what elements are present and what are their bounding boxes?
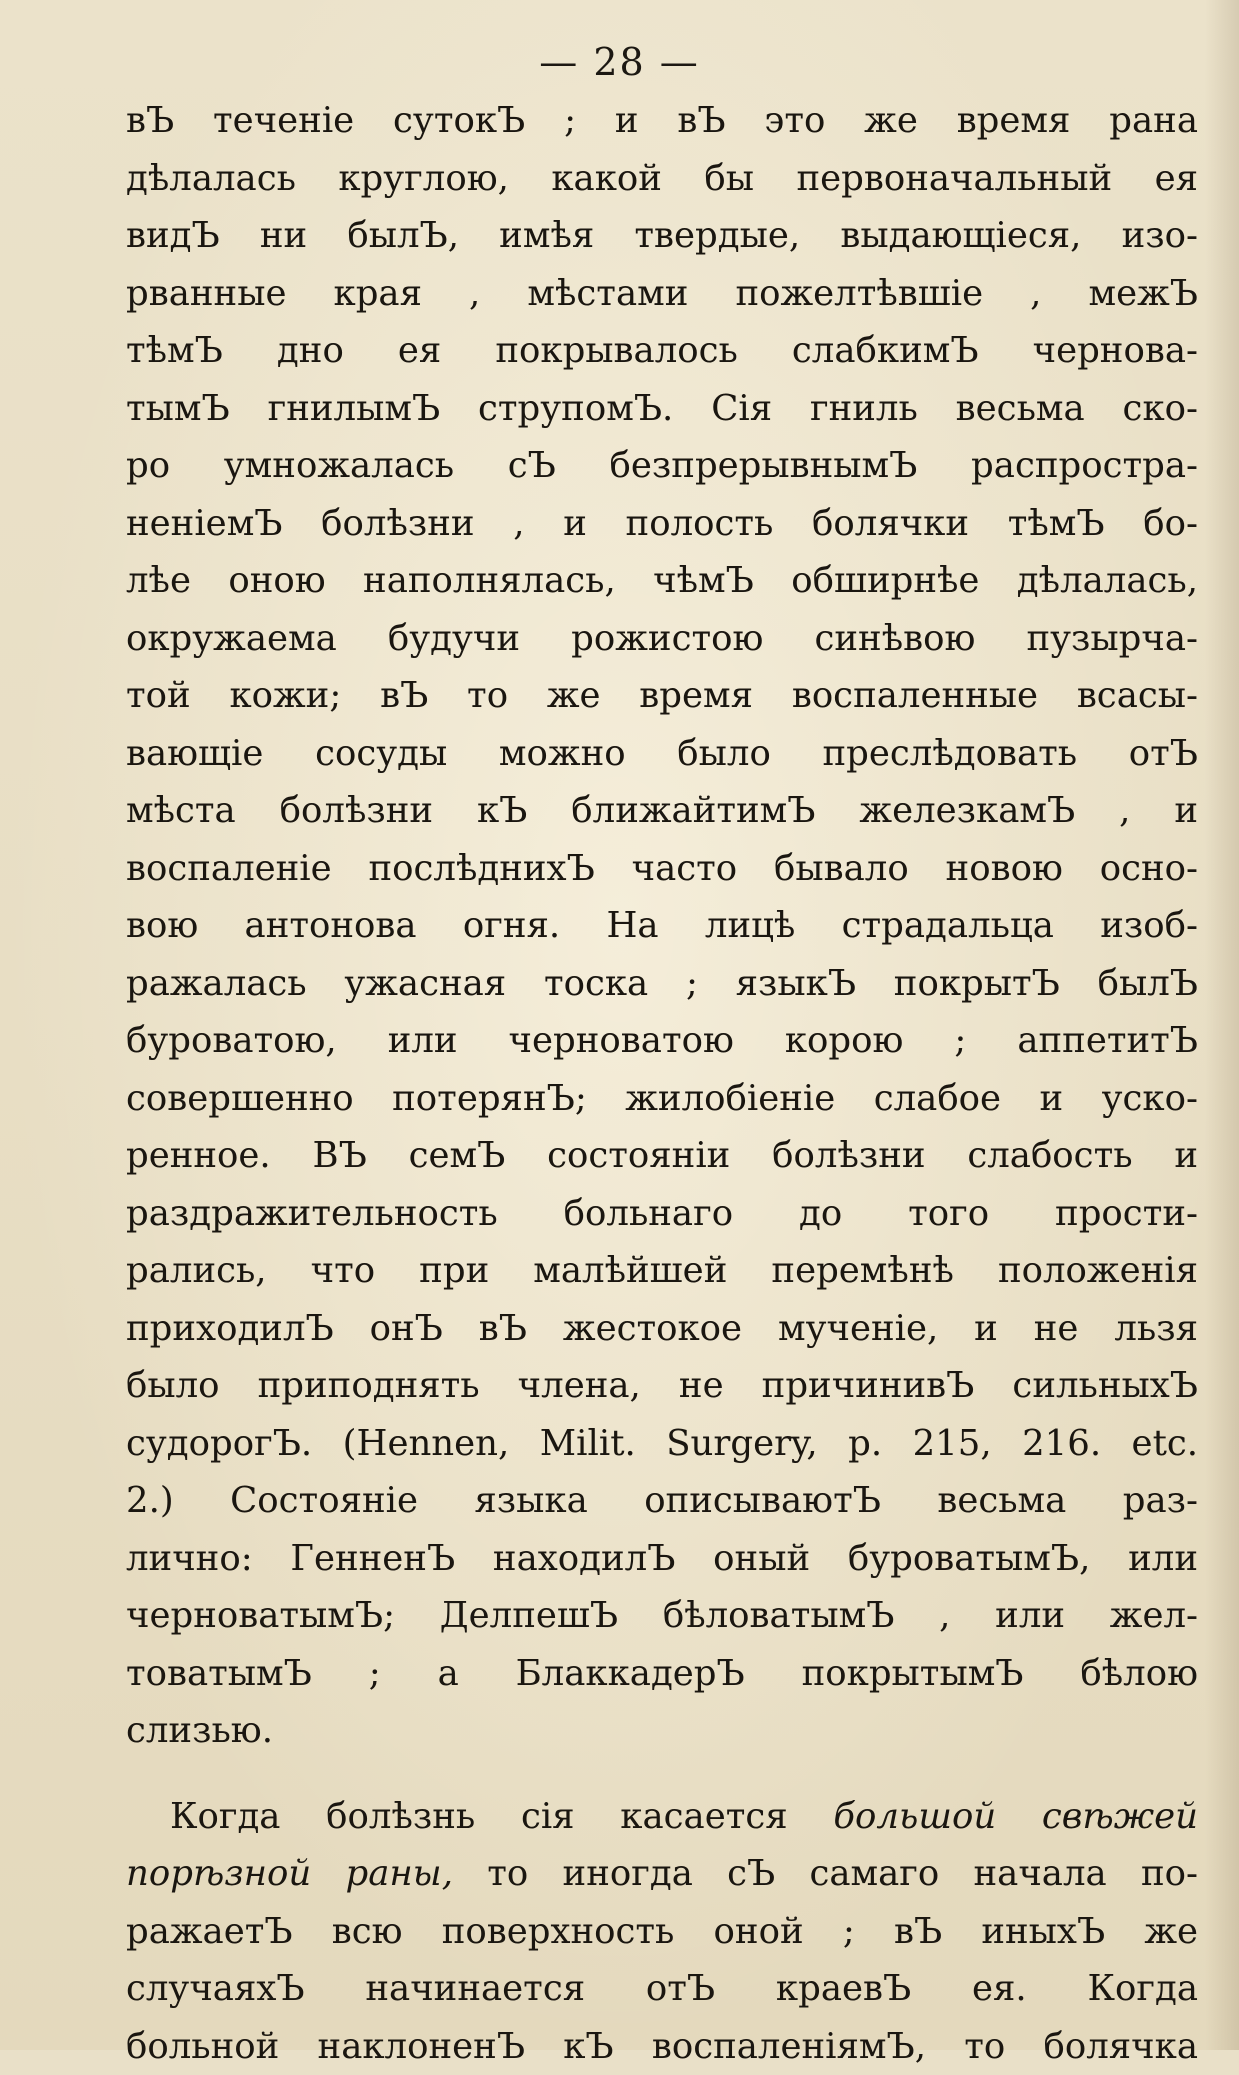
text-run: то иногда сЪ самаго начала по- — [487, 1853, 1198, 1894]
text-line: окружаема будучи рожистою синѣвою пузырча- — [126, 610, 1198, 668]
text-line: рванные края , мѣстами пожелтѣвшіе , межЪ — [126, 265, 1198, 323]
paragraph-1 — [126, 92, 1198, 1760]
body-text — [126, 92, 1198, 2075]
text-line: ражалась ужасная тоска ; языкЪ покрытЪ былЪ — [126, 955, 1198, 1013]
page-number: — 28 — — [0, 40, 1239, 84]
text-line: мѣста болѣзни кЪ ближайтимЪ железкамЪ , и — [126, 782, 1198, 840]
text-line: дѣлалась круглою, какой бы первоначальный ея — [126, 150, 1198, 208]
text-line: видЪ ни былЪ, имѣя твердые, выдающіеся, изо- — [126, 207, 1198, 265]
italic-phrase: большой свѣжей — [833, 1796, 1198, 1837]
text-line: вЪ теченіе сутокЪ ; и вЪ это же время рана — [126, 92, 1198, 150]
text-line: слизью. — [126, 1702, 1198, 1760]
text-line: ренное. ВЪ семЪ состояніи болѣзни слабость и — [126, 1127, 1198, 1185]
text-line: тѣмЪ дно ея покрывалось слабкимЪ чернова- — [126, 322, 1198, 380]
text-line: вающіе сосуды можно было преслѣдовать отЪ — [126, 725, 1198, 783]
text-line: приходилЪ онЪ вЪ жестокое мученіе, и не льзя — [126, 1300, 1198, 1358]
paragraph-gap — [126, 1760, 1198, 1788]
text-line: совершенно потерянЪ; жилобіеніе слабое и уско- — [126, 1070, 1198, 1128]
text-line — [126, 1788, 1198, 1846]
text-line: ражаетЪ всю поверхность оной ; вЪ иныхЪ же — [126, 1903, 1198, 1961]
italic-phrase: порѣзной раны, — [126, 1853, 453, 1894]
text-line — [126, 1845, 1198, 1903]
page-edge-shadow — [1205, 0, 1239, 2050]
text-line: вою антонова огня. На лицѣ страдальца изоб- — [126, 897, 1198, 955]
text-line: тымЪ гнилымЪ струпомЪ. Сія гниль весьма ско- — [126, 380, 1198, 438]
text-run: Когда болѣзнь сія касается — [170, 1796, 788, 1837]
text-line: лично: ГенненЪ находилЪ оный буроватымЪ, или — [126, 1530, 1198, 1588]
text-line: случаяхЪ начинается отЪ краевЪ ея. Когда — [126, 1960, 1198, 2018]
text-line: ро умножалась сЪ безпрерывнымЪ распростра- — [126, 437, 1198, 495]
text-line: неніемЪ болѣзни , и полость болячки тѣмЪ бо- — [126, 495, 1198, 553]
text-line: той кожи; вЪ то же время воспаленные всасы- — [126, 667, 1198, 725]
text-line: было приподнять члена, не причинивЪ сильныхЪ — [126, 1357, 1198, 1415]
text-line: воспаленіе послѣднихЪ часто бывало новою осно- — [126, 840, 1198, 898]
paragraph-2 — [126, 1788, 1198, 2075]
text-line: товатымЪ ; а БлаккадерЪ покрытымЪ бѣлою — [126, 1645, 1198, 1703]
text-line: лѣе оною наполнялась, чѣмЪ обширнѣе дѣлалась, — [126, 552, 1198, 610]
text-line: 2.) Состояніе языка описываютЪ весьма раз- — [126, 1472, 1198, 1530]
text-line: судорогЪ. (Hennen, Milit. Surgery, p. 215, 216. etc. — [126, 1415, 1198, 1473]
text-line: раздражительность больнаго до того прости- — [126, 1185, 1198, 1243]
text-line: буроватою, или черноватою корою ; аппетитЪ — [126, 1012, 1198, 1070]
text-line: рались, что при малѣйшей перемѣнѣ положенія — [126, 1242, 1198, 1300]
text-line: больной наклоненЪ кЪ воспаленіямЪ, то болячка — [126, 2018, 1198, 2075]
text-line: черноватымЪ; ДелпешЪ бѣловатымЪ , или жел- — [126, 1587, 1198, 1645]
